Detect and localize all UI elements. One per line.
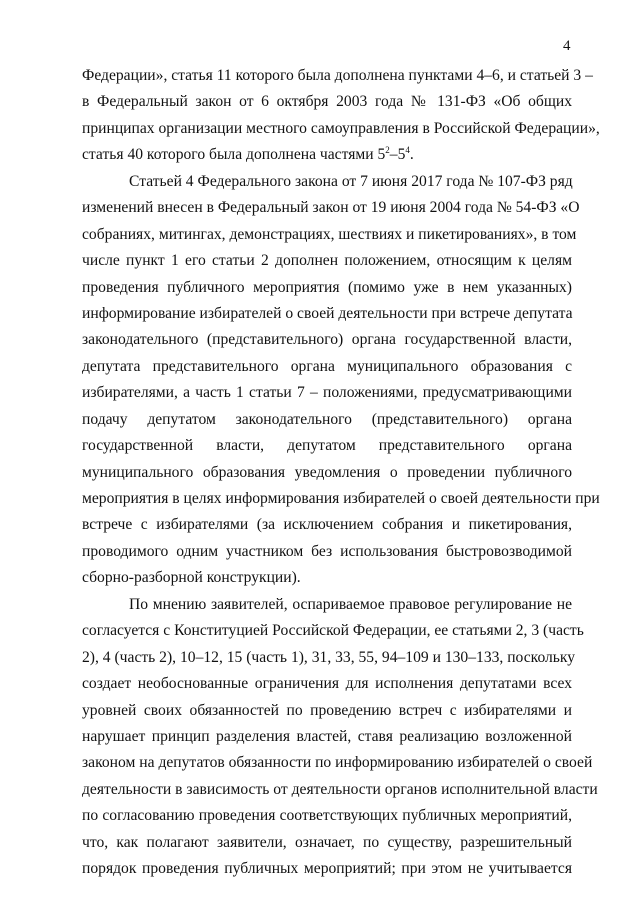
text-fragment: 4 <box>405 145 410 156</box>
text-line <box>82 327 572 353</box>
text-line <box>82 460 572 486</box>
text-line-content: числе пункт 1 его статьи 2 дополнен положением, относящим к целям <box>82 252 572 270</box>
text-line-content: изменений внесен в Федеральный закон от 19 июня 2004 года № 54-ФЗ «О <box>82 199 580 217</box>
page-number: 4 <box>563 38 571 54</box>
text-line <box>82 433 572 459</box>
text-line-content: нарушает принцип разделения властей, ставя реализацию возложенной <box>82 727 572 745</box>
text-line <box>82 539 572 565</box>
text-line-content: статья 40 которого была дополнена частями 5 <box>82 146 386 164</box>
text-line <box>82 142 572 168</box>
text-line-content: согласуется с Конституцией Российской Федерации, ее статьями 2, 3 (часть <box>82 622 584 640</box>
text-line <box>82 354 572 380</box>
text-line-content: избирателями, а часть 1 статьи 7 – положениями, предусматривающими <box>82 384 572 402</box>
text-line-content: в Федеральный закон от 6 октября 2003 года № 131-ФЗ «Об общих <box>82 93 572 111</box>
text-line-content: информирование избирателей о своей деятельности при встрече депутата <box>82 304 573 322</box>
text-line-content: собраниях, митингах, демонстрациях, шествиях и пикетированиях», в том <box>82 225 577 243</box>
text-fragment: –5 <box>389 146 406 164</box>
text-line-content: порядок проведения публичных мероприятий; при этом не учитывается <box>82 860 572 878</box>
text-line-content: что, как полагают заявители, означает, по существу, разрешительный <box>82 833 572 851</box>
text-line <box>82 301 572 327</box>
text-line-content: создает необоснованные ограничения для исполнения депутатами всех <box>82 675 572 693</box>
text-line <box>82 645 576 671</box>
text-line <box>82 248 572 274</box>
text-line-content: 2), 4 (часть 2), 10–12, 15 (часть 1), 31, 33, 55, 94–109 и 130–133, поскольку <box>82 648 576 666</box>
text-line <box>82 803 572 829</box>
text-line-content: по согласованию проведения соответствующих публичных мероприятий, <box>82 807 572 825</box>
text-fragment: . <box>409 146 414 164</box>
text-line-content: мероприятия в целях информирования избирателей о своей деятельности при <box>82 490 600 507</box>
text-line-content: встрече с избирателями (за исключением собрания и пикетирования, <box>82 516 572 534</box>
text-line <box>82 169 572 195</box>
text-line <box>82 380 572 406</box>
text-line-content: По мнению заявителей, оспариваемое правовое регулирование не <box>129 595 572 613</box>
text-line <box>82 777 598 803</box>
text-line <box>82 724 572 750</box>
text-line-content: деятельности в зависимость от деятельности органов исполнительной власти <box>82 780 598 798</box>
text-line-content: муниципального образования уведомления о проведении публичного <box>82 463 572 481</box>
text-line-content: законодательного (представительного) органа государственной власти, <box>82 331 572 349</box>
document-body <box>82 63 600 883</box>
text-line <box>82 195 580 221</box>
text-line <box>82 116 600 142</box>
text-line-content: уровней своих обязанностей по проведению встреч с избирателями и <box>82 701 572 719</box>
text-line <box>82 222 577 248</box>
text-fragment: 2 <box>385 145 390 156</box>
text-line-content: подачу депутатом законодательного (представительного) органа <box>82 410 572 428</box>
text-line <box>82 63 593 89</box>
text-line <box>82 89 572 115</box>
text-line <box>82 592 572 618</box>
text-line <box>82 407 572 433</box>
text-line <box>82 698 572 724</box>
text-line-content: сборно-разборной конструкции). <box>82 569 301 587</box>
text-line <box>82 275 572 301</box>
text-line-content: депутата представительного органа муниципального образования с <box>82 357 572 375</box>
text-line <box>82 486 600 512</box>
text-line <box>82 512 572 538</box>
text-line-content: государственной власти, депутатом представительного органа <box>82 437 572 455</box>
text-line <box>82 750 593 776</box>
text-line-content: принципах организации местного самоуправления в Российской Федерации», <box>82 119 600 137</box>
text-line <box>82 565 572 591</box>
text-line <box>82 618 584 644</box>
text-line-content: законом на депутатов обязанности по информированию избирателей о своей <box>82 754 593 772</box>
text-line-content: Федерации», статья 11 которого была дополнена пунктами 4–6, и статьей 3 – <box>82 67 593 84</box>
text-line-content: проведения публичного мероприятия (помимо уже в нем указанных) <box>82 278 572 296</box>
text-line <box>82 856 572 882</box>
text-line-content: проводимого одним участником без использования быстровозводимой <box>82 542 572 560</box>
text-line-content: Статьей 4 Федерального закона от 7 июня 2017 года № 107-ФЗ ряд <box>129 172 573 190</box>
text-line <box>82 830 572 856</box>
text-line <box>82 671 572 697</box>
